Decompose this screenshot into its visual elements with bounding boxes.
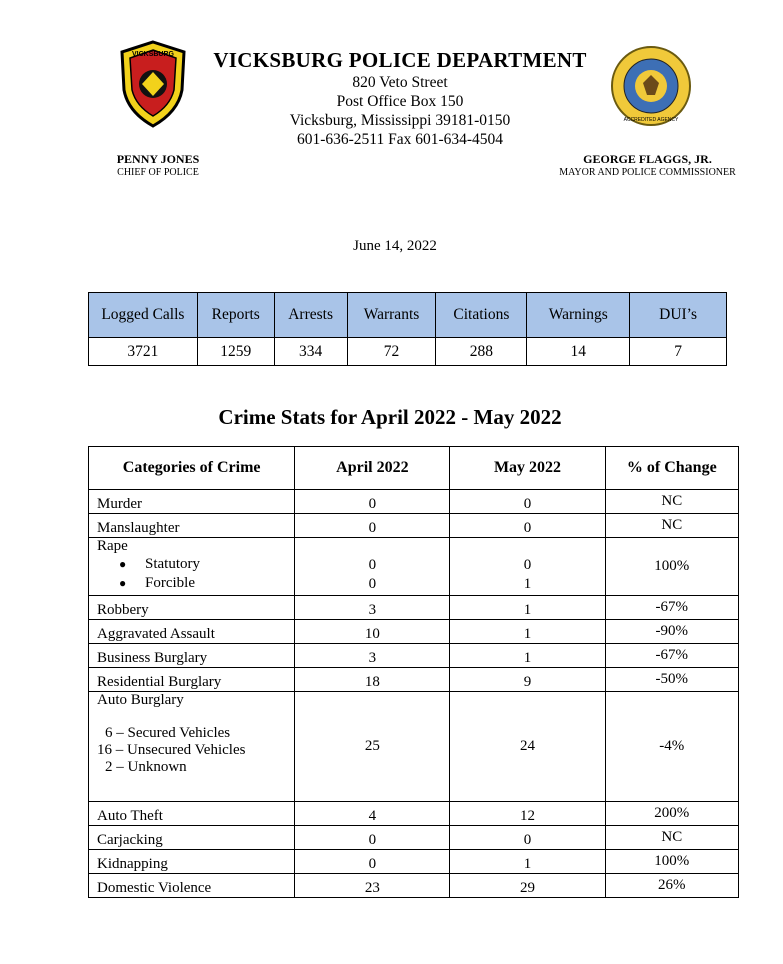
seal-text: ACCREDITED AGENCY: [623, 117, 679, 123]
summary-header-cell: Arrests: [274, 293, 347, 338]
crime-category: Carjacking: [89, 826, 295, 850]
may-value: 0: [450, 826, 605, 850]
table-row: [89, 668, 739, 692]
summary-header-row: [89, 293, 727, 338]
summary-header-cell: Warrants: [347, 293, 436, 338]
summary-value-cell: 7: [630, 338, 727, 366]
bullet-icon: ●: [119, 557, 127, 571]
crime-category: Business Burglary: [89, 644, 295, 668]
crime-category: Auto Theft: [89, 802, 295, 826]
may-value: 0: [523, 557, 532, 573]
change-value: -4%: [605, 692, 738, 802]
change-value: NC: [605, 514, 738, 538]
change-value: 26%: [605, 874, 738, 898]
crime-category: Robbery: [89, 596, 295, 620]
summary-value-row: [89, 338, 727, 366]
summary-value-cell: 72: [347, 338, 436, 366]
crime-category: Auto Burglary: [97, 692, 184, 708]
summary-header-cell: Logged Calls: [89, 293, 198, 338]
may-value: 1: [523, 576, 532, 592]
subcategory-label: Statutory: [145, 556, 200, 572]
crime-header-cell: % of Change: [605, 447, 738, 490]
crime-header-cell: Categories of Crime: [89, 447, 295, 490]
badge-text: VICKSBURG: [131, 51, 175, 58]
crime-category-cell: [89, 538, 295, 596]
chief-name: PENNY JONES: [116, 152, 200, 166]
crime-header-row: [89, 447, 739, 490]
april-value-cell: [295, 538, 450, 596]
department-title: VICKSBURG POLICE DEPARTMENT: [213, 48, 587, 72]
may-value: 1: [450, 596, 605, 620]
police-badge-logo: [118, 40, 188, 128]
bullet-icon: ●: [119, 576, 127, 590]
report-date: June 14, 2022: [353, 238, 437, 254]
may-value: 0: [450, 514, 605, 538]
mayor-name: GEORGE FLAGGS, JR.: [583, 152, 712, 166]
crime-header-cell: May 2022: [450, 447, 605, 490]
change-value: -90%: [605, 620, 738, 644]
change-value: NC: [605, 826, 738, 850]
crime-category: Aggravated Assault: [89, 620, 295, 644]
subcategory-forcible: [97, 574, 294, 593]
may-value: 1: [450, 644, 605, 668]
april-value: 0: [295, 826, 450, 850]
april-value: 3: [295, 644, 450, 668]
change-value: -50%: [605, 668, 738, 692]
auto-burglary-detail: 6 – Secured Vehicles: [105, 725, 231, 741]
april-value: 0: [368, 557, 377, 573]
address-line-2: Post Office Box 150: [336, 93, 464, 110]
may-value: 0: [450, 490, 605, 514]
may-value: 24: [450, 692, 605, 802]
address-line-3: Vicksburg, Mississippi 39181-0150: [289, 112, 511, 129]
crime-category: Residential Burglary: [89, 668, 295, 692]
table-row: [89, 826, 739, 850]
change-value: -67%: [605, 644, 738, 668]
accreditation-seal-logo: [610, 45, 692, 127]
auto-burglary-detail: 2 – Unknown: [105, 759, 187, 775]
crime-header-cell: April 2022: [295, 447, 450, 490]
crime-category: Rape: [97, 538, 128, 554]
auto-burglary-detail: 16 – Unsecured Vehicles: [97, 742, 246, 758]
crime-category: Murder: [89, 490, 295, 514]
crime-category-cell: [89, 692, 295, 802]
april-value: 10: [295, 620, 450, 644]
table-row: [89, 874, 739, 898]
summary-header-cell: Reports: [197, 293, 274, 338]
summary-table: [88, 292, 727, 366]
crime-stats-table: [88, 446, 739, 898]
table-row: [89, 802, 739, 826]
may-value: 12: [450, 802, 605, 826]
summary-value-cell: 1259: [197, 338, 274, 366]
may-value-cell: [450, 538, 605, 596]
april-value: 0: [295, 850, 450, 874]
table-row: [89, 620, 739, 644]
change-value: NC: [605, 490, 738, 514]
table-row: [89, 538, 739, 596]
april-value: 0: [295, 514, 450, 538]
subcategory-label: Forcible: [145, 575, 195, 591]
table-row: [89, 692, 739, 802]
table-row: [89, 514, 739, 538]
april-value: 4: [295, 802, 450, 826]
summary-value-cell: 3721: [89, 338, 198, 366]
table-row: [89, 490, 739, 514]
april-value: 3: [295, 596, 450, 620]
april-value: 0: [295, 490, 450, 514]
phone-fax-line: 601-636-2511 Fax 601-634-4504: [296, 131, 504, 148]
may-value: 1: [450, 620, 605, 644]
subcategory-statutory: [97, 555, 294, 574]
summary-header-cell: DUI’s: [630, 293, 727, 338]
table-row: [89, 596, 739, 620]
summary-header-cell: Warnings: [527, 293, 630, 338]
mayor-title: MAYOR AND POLICE COMMISSIONER: [559, 167, 736, 178]
crime-category: Domestic Violence: [89, 874, 295, 898]
may-value: 9: [450, 668, 605, 692]
change-value: -67%: [605, 596, 738, 620]
crime-category: Kidnapping: [89, 850, 295, 874]
crime-category: Manslaughter: [89, 514, 295, 538]
address-line-1: 820 Veto Street: [352, 74, 448, 91]
may-value: 1: [450, 850, 605, 874]
chief-title: CHIEF OF POLICE: [117, 167, 199, 178]
change-value: 100%: [605, 850, 738, 874]
april-value: 18: [295, 668, 450, 692]
summary-header-cell: Citations: [436, 293, 527, 338]
april-value: 25: [295, 692, 450, 802]
summary-value-cell: 14: [527, 338, 630, 366]
april-value: 0: [368, 576, 377, 592]
crime-stats-title: Crime Stats for April 2022 - May 2022: [218, 405, 562, 429]
may-value: 29: [450, 874, 605, 898]
summary-value-cell: 334: [274, 338, 347, 366]
change-value: 100%: [605, 538, 738, 596]
table-row: [89, 850, 739, 874]
april-value: 23: [295, 874, 450, 898]
change-value: 200%: [605, 802, 738, 826]
summary-value-cell: 288: [436, 338, 527, 366]
table-row: [89, 644, 739, 668]
